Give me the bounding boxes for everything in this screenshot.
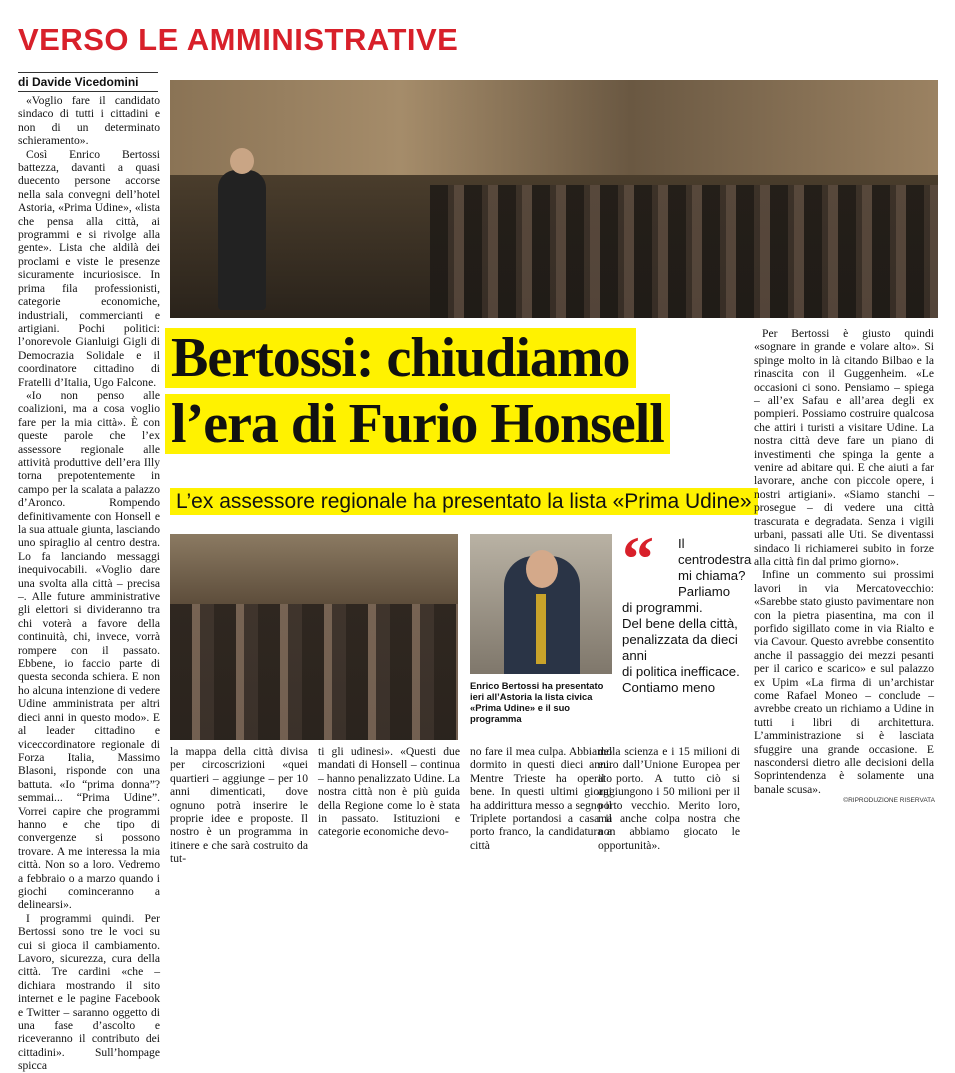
pull-quote xyxy=(622,523,752,696)
quote-line: Il centrodestra xyxy=(678,536,752,567)
quote-line: Parliamo xyxy=(678,584,731,599)
photo-caption: Enrico Bertossi ha presentato ieri all’Astoria la lista civica «Prima Udine» e il suo programma xyxy=(470,680,604,724)
photo-audience-rows xyxy=(170,604,458,740)
quote-line: Contiamo meno xyxy=(622,680,716,695)
article-column-3: ti gli udinesi». «Questi due mandati di Honsell – continua – hanno penalizzato Udine. La nostra città non è più guida della Regione come lo è stata in passato. Istituzioni e categorie economiche devo- xyxy=(318,745,460,839)
quote-line: di politica inefficace. xyxy=(622,664,740,679)
paragraph: Infine un commento sui prossimi lavori in via Mercatovecchio: «Sarebbe stato giusto pavimentare non con la pietra piasentina, ma con il porfido sigillato come in via Rialto e via Cavour. Questo avrebbe consentito anche il passaggio dei mezzi pesanti per il carico e scarico» e sul palazzo ex Upim «La firma di un’archistar come Rafael Moneo – conclude – avrebbe creato un richiamo a Udine in tutti i libri di architettura. L’amministrazione si è lasciata sfuggire una grande occasione. E nascondersi dietro alle decisioni della Soprintendenza è solamente una banale scusa». xyxy=(754,568,934,796)
paragraph: Per Bertossi è giusto quindi «sognare in grande e volare alto». Si spinge molto in là citando Bilbao e la rinascita con il Guggenheim. «Le occasioni ci sono. Pensiamo – spiega – all’ex Safau e all’area degli ex pompieri. Possiamo costruire qualcosa che attiri i turisti a visitare Udine. La nostra città deve fare un piano di investimenti che spinga la gente a venire ad abitare qui. E che aiuti a far lavorare, anche con piccole opere, i nostri artigiani». «Siamo stanchi – prosegue – di vedere una città trascurata e degradata. Senza i vigili urbani, passati alle Uti. Se diventassi sindaco li richiamerei subito in forze alla città fin dal primo giorno». xyxy=(754,327,934,568)
main-photo-conference-hall xyxy=(170,80,938,318)
article-column-5: della scienza e i 15 milioni di euro dall’Unione Europea per il porto. A tutto ciò si aggiungono i 50 milioni per il porto vecchio. Merito loro, ma anche colpa nostra che non abbiamo giocato le opportunità». xyxy=(598,745,740,852)
paragraph: Così Enrico Bertossi battezza, davanti a quasi duecento persone accorse nella sala convegni dell’hotel Astoria, «Prima Udine», «lista che pensa alla città, ai programmi e si rivolge alla gente». Lista che aldilà dei proclami e viste le presenze sicuramente incuriosisce. In prima fila professionisti, categorie economiche, industriali, commercianti e artigiani. Pochi politici: l’onorevole Gianluigi Gigli di Democrazia Solidale e il coordinatore cittadino di Fratelli d’Italia, Ugo Falcone. xyxy=(18,147,160,389)
subheadline xyxy=(170,490,758,514)
photo-wall xyxy=(170,80,938,175)
paragraph: «Voglio fare il candidato sindaco di tutti i cittadini e non di un determinato schieramento». xyxy=(18,94,160,148)
article-column-6 xyxy=(754,327,934,805)
quote-line: Del bene della città, xyxy=(622,616,738,631)
quote-mark-icon: “ xyxy=(622,523,654,594)
photo-tie xyxy=(536,594,546,664)
headline-line-1: Bertossi: chiudiamo xyxy=(165,328,636,388)
copyright-credit: ©RIPRODUZIONE RISERVATA xyxy=(843,797,935,804)
quote-line: mi chiama? xyxy=(678,568,746,583)
paragraph: «Io non penso alle coalizioni, ma a cosa voglio fare per la mia città». È con queste parole che l’ex assessore regionale alle attività produttive dell’era Illy torna prepotentemente in campo per la scalata a palazzo d’Aronco. Rompendo definitivamente con Honsell e la sua attuale giunta, lasciando uno spiraglio al centro destra. Lo fa lanciando messaggi inequivocabili. «Voglio dare una svolta alla città – precisa –. Alle future amministrative gli elettori si divideranno tra chi voterà a favore della continuità, chi, invece, vorrà rompere con il passato. Ebbene, io faccio parte di questa seconda schiera. E non ho alcuna intenzione di vedere Udine amministrata per altri dieci anni in questo modo». E al leader cittadino e viceccordinatore regionale di Forza Italia, Massimo Blasoni, risponde con una battuta. «Io “prima donna”? semmai... “Prima Udine”. Vorrei capire che programmi hanno e che tipo di convergenze si possono trovare. A me interessa la mia città. Non so a loro. Vedremo a febbraio o a marzo quando i giochi cominceranno a delinearsi». xyxy=(18,388,160,912)
article-column-2: la mappa della città divisa per circoscrizioni «quei quartieri – aggiunge – per 10 anni dimenticati, dove ognuno potrà inserire le proprie idee e proposte. Il nostro è un programma in itinere e che sarà costruito da tut- xyxy=(170,745,308,866)
byline: di Davide Vicedomini xyxy=(18,72,158,92)
portrait-photo-bertossi xyxy=(470,534,612,674)
quote-line: penalizzata da dieci anni xyxy=(622,632,738,663)
audience-photo xyxy=(170,534,458,740)
section-kicker: VERSO LE AMMINISTRATIVE xyxy=(18,22,459,57)
quote-line: di programmi. xyxy=(622,600,703,615)
subheadline-text: L’ex assessore regionale ha presentato la lista «Prima Udine» xyxy=(170,488,758,515)
paragraph: I programmi quindi. Per Bertossi sono tre le voci su cui si gioca il cambiamento. Lavoro, sicurezza, cura della città. Tre cardini «che – dichiara mostrando il sito internet e le pagine Facebook e Twitter – saranno oggetto di una fase d’ascolto e riceveranno il contributo dei cittadini». Sull’hompage spicca xyxy=(18,911,160,1073)
article-column-1 xyxy=(18,94,160,1073)
headline xyxy=(165,328,670,460)
photo-audience xyxy=(430,185,938,318)
headline-line-2: l’era di Furio Honsell xyxy=(165,394,670,454)
article-column-4: no fare il mea culpa. Abbiamo dormito in questi dieci anni. Mentre Trieste ha operato bene. In questi ultimi giorni ha addirittura messo a segno il Triplete portandosi a casa il porto franco, la candidatura a città xyxy=(470,745,612,852)
photo-speaker xyxy=(218,170,266,310)
